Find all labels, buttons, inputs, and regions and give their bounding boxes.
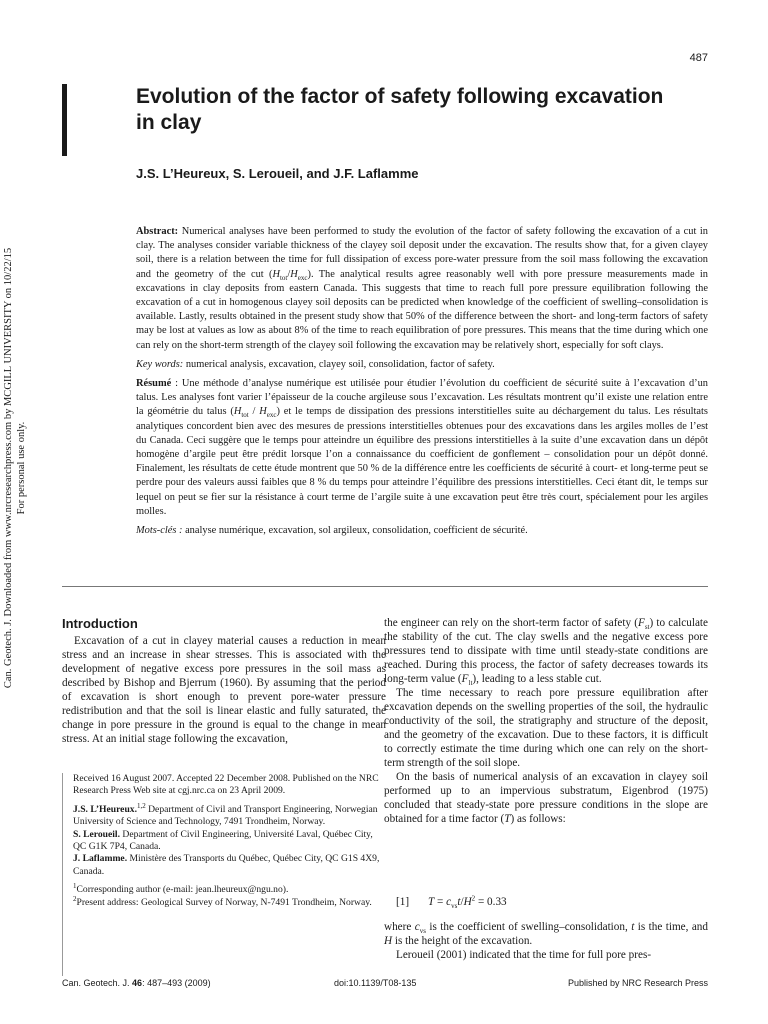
abstract-block xyxy=(136,225,708,543)
intro-paragraph-4: Leroueil (2001) indicated that the time for full pore pres- xyxy=(396,949,652,961)
journal-citation: Can. Geotech. J. 46: 487–493 (2009) xyxy=(62,978,211,988)
doi: doi:10.1139/T08-135 xyxy=(334,978,417,988)
left-column xyxy=(62,634,386,746)
abstract-paragraph: Abstract: Numerical analyses have been performed to study the evolution of the factor of safety following the excavation of a cut in clay. The analyses consider variable thickness of the clayey soil deposit under the excavation. The results show that, for a given clayey soil, there is a relation between the time for full dissipation of excess pore-water pressure from the soil mass following the excavation and the geometry of the cut $(H_{tot}/H_{exc})$. The analytical results agree reasonably well with pore pressure measurements made in excavations in clay deposits from eastern Canada. This suggests that time to reach full pore pressure equilibration following the excavation of a cut in homogenous clayey soil deposits can be predicted when knowledge of the coefficient of swelling–consolidation is available. Lastly, results obtained in the present study show that 50% of the difference between the short- and long-term factors of safety may be lost at values as low as about 8% of the time to reach equilibration of pore pressures. This means that the time during which one can rely on the short-term strength of the clayey soil following the excavation may be relatively short, especially for soft clays. xyxy=(136,226,708,351)
keywords: Key words: numerical analysis, excavation, clayey soil, consolidation, factor of safety. xyxy=(136,358,495,370)
resume-label: Résumé xyxy=(136,378,172,390)
mots-cles: Mots-clés : analyse numérique, excavation, sol argileux, consolidation, coefficient de sécurité. xyxy=(136,525,528,537)
page-number: 487 xyxy=(689,52,708,64)
intro-paragraph-2: The time necessary to reach pore pressure equilibration after excavation depends on the swelling properties of the soil, the hydraulic conductivity of the soil, the stratigraphy and structure of the deposit, and the geometry of the excavation. Due to these factors, it is difficult to correctly estimate the time during which one can rely on the short-term strength of the soil slope. xyxy=(384,687,708,769)
received-note: Received 16 August 2007. Accepted 22 December 2008. Published on the NRC Research Press Web site at cgj.nrc.ca on 23 April 2009. xyxy=(73,773,379,797)
section-divider xyxy=(62,586,708,587)
author-list: J.S. L’Heureux, S. Leroueil, and J.F. Laflamme xyxy=(136,166,419,181)
affiliation-3: J. Laflamme. Ministère des Transports du Québec, Québec City, QC G1S 4X9, Canada. xyxy=(73,853,380,877)
mots-cles-label: Mots-clés : xyxy=(136,525,183,537)
present-address-note: $^2$Present address: Geological Survey of Norway, N-7491 Trondheim, Norway. xyxy=(73,894,372,908)
right-column xyxy=(384,616,708,826)
download-notice-line2: For personal use only. xyxy=(16,421,27,515)
right-column-lower xyxy=(384,920,708,962)
corresponding-author-note: $^1$Corresponding author (e-mail: jean.lheureux@ngu.no). xyxy=(73,882,289,896)
title-accent-bar xyxy=(62,84,67,156)
equation-1: [1] $T = c_{vs}t/H^2 = 0.33$ xyxy=(396,894,507,911)
download-notice xyxy=(2,230,42,706)
download-notice-line1: Can. Geotech. J. Downloaded from www.nrcresearchpress.com by MCGILL UNIVERSITY on 10/22/15 xyxy=(3,247,14,689)
introduction-heading: Introduction xyxy=(62,616,138,631)
keywords-label: Key words: xyxy=(136,358,184,370)
publisher: Published by NRC Research Press xyxy=(567,978,708,988)
abstract-label: Abstract: xyxy=(136,226,179,237)
intro-paragraph-1-continued: the engineer can rely on the short-term factor of safety $(F_{st})$ to calculate the stability of the cut. The clay swells and the negative excess pore pressures tend to dissipate with time until steady-state conditions are reached. During this process, the factor of safety decreases towards its long-term value $(F_{lt})$, leading to a less stable cut. xyxy=(384,617,708,688)
affiliation-1: J.S. L’Heureux.$^{1,2}$ Department of Civil and Transport Engineering, Norwegian University of Science and Technology, 7491 Trondheim, Norway. xyxy=(73,801,378,828)
article-footnotes xyxy=(62,773,384,976)
affiliation-2: S. Leroueil. Department of Civil Engineering, Université Laval, Québec City, QC G1K 7P4, Canada. xyxy=(73,828,373,853)
article-title: Evolution of the factor of safety following excavation in clay xyxy=(136,85,664,134)
intro-paragraph-3: On the basis of numerical analysis of an excavation in clayey soil performed up to an impervious substratum, Eigenbrod (1975) concluded that steady-state pore pressure conditions in the slope are obtained for a time factor (T) as follows: xyxy=(384,771,708,825)
intro-paragraph-1: Excavation of a cut in clayey material causes a reduction in mean stress and an increase in shear stresses. This is associated with the development of negative excess pore pressures in the soil mass as described by Bishop and Bjerrum (1960). By assuming that the period of excavation is short enough to prevent pore-water pressure redistribution and that the soil is linear elastic and fully saturated, the change in pore pressure in the ground is equal to the change in mean stress. At an initial stage following the excavation, xyxy=(62,635,386,745)
equation-explanation: where $c_{vs}$ is the coefficient of swelling–consolidation, t is the time, and H is the height of the excavation. xyxy=(384,921,708,947)
equation-number: [1] xyxy=(396,896,410,908)
resume-paragraph: Résumé : Une méthode d’analyse numérique est utilisée pour étudier l’évolution du coefficient de sécurité suite à l’excavation d’un talus. Les analyses font varier l’épaisseur de la couche argileuse sous l’excavation. Les résultats montrent qu’il existe une relation entre la géométrie du talus $(H_{tot} / H_{exc})$ et le temps de dissipation des pressions interstitielles suite au déchargement du talus. Les résultats analytiques concordent bien avec des mesures de pressions interstitielles obtenues pour des excavations dans les argiles molles de l’est du Canada. Ceci suggère que le temps pour atteindre un équilibre des pressions interstitielles à la suite d’une excavation dans un dépôt homogène d’argile peut être prédit lorsque l’on a connaissance du coefficient de gonflement – consolidation pour un dépôt donné. Finalement, les résultats de cette étude montrent que 50 % de la différence entre les coefficients de sécurité à court- et long-terme peut se perdre pour des valeurs aussi faibles que 8 % du temps pour atteindre l’équilibre des pressions interstitielles. Ceci étant dit, le temps sur lequel on peut se fier sur la résistance à court terme de l’argile suite à une excavation peut être très court, spécialement pour les argiles molles. xyxy=(136,378,708,517)
